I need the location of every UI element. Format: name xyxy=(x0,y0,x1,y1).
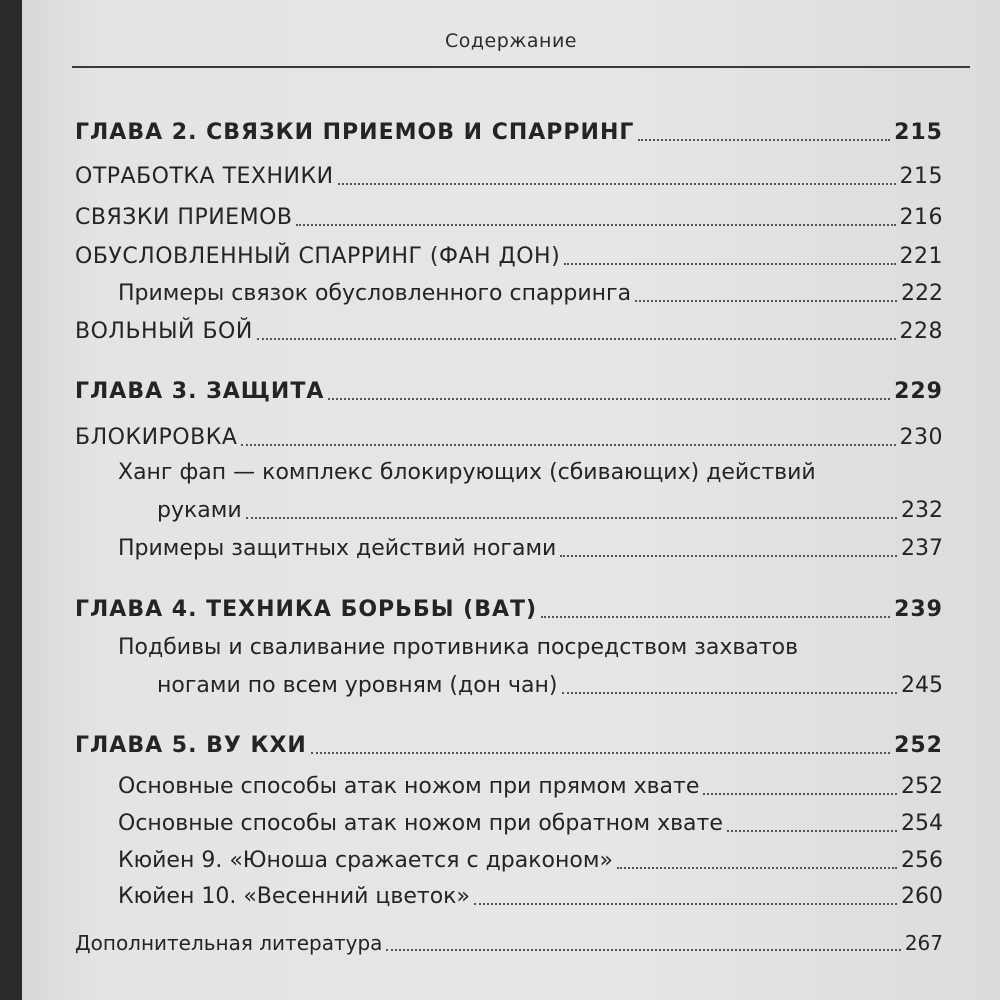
toc-page-number: 239 xyxy=(894,597,943,622)
toc-title: Основные способы атак ножом при обратном хвате xyxy=(118,811,723,836)
toc-title: Кюйен 9. «Юноша сражается с драконом» xyxy=(118,848,613,873)
toc-title: ВОЛЬНЫЙ БОЙ xyxy=(75,319,253,344)
toc-subsection xyxy=(118,846,943,876)
leader-dots xyxy=(638,139,890,141)
leader-dots xyxy=(562,692,898,694)
toc-page-number: 237 xyxy=(901,536,943,561)
toc-page-number: 252 xyxy=(894,733,943,758)
toc-section xyxy=(75,317,943,347)
toc-page-number: 221 xyxy=(899,244,943,269)
toc-subsection xyxy=(118,534,943,564)
toc-title: Кюйен 10. «Весенний цветок» xyxy=(118,884,470,909)
toc-section xyxy=(75,423,943,453)
leader-dots xyxy=(560,555,897,557)
toc-page-number: 215 xyxy=(894,120,943,145)
toc-title: СВЯЗКИ ПРИЕМОВ xyxy=(75,205,293,230)
toc-title: Примеры защитных действий ногами xyxy=(118,536,557,561)
toc-subsection xyxy=(157,496,943,526)
leader-dots xyxy=(564,263,895,265)
toc-title: БЛОКИРОВКА xyxy=(75,425,238,450)
toc-title: руками xyxy=(157,498,242,523)
toc-page-number: 228 xyxy=(899,319,943,344)
toc-page-number: 216 xyxy=(899,205,943,230)
leader-dots xyxy=(727,830,897,832)
leader-dots xyxy=(386,949,900,951)
leader-dots xyxy=(635,300,897,302)
toc-page-number: 260 xyxy=(901,884,943,909)
leader-dots xyxy=(257,338,896,340)
leader-dots xyxy=(241,444,895,446)
leader-dots xyxy=(246,517,897,519)
toc-subsection xyxy=(118,772,943,802)
toc-section xyxy=(75,162,943,192)
toc-page-number: 222 xyxy=(901,281,943,306)
leader-dots xyxy=(311,752,890,754)
toc-title: Основные способы атак ножом при прямом хвате xyxy=(118,774,700,799)
toc-subsection xyxy=(157,671,943,701)
toc-chapter-4 xyxy=(75,595,943,625)
toc-subsection xyxy=(118,809,943,839)
toc-title: Примеры связок обусловленного спарринга xyxy=(118,281,632,306)
book-page xyxy=(22,0,1000,1000)
toc-title: ОТРАБОТКА ТЕХНИКИ xyxy=(75,164,334,189)
toc-chapter-2 xyxy=(75,118,943,148)
page-header: Содержание xyxy=(445,30,577,52)
toc-page-number: 232 xyxy=(901,498,943,523)
toc-title: ногами по всем уровням (дон чан) xyxy=(157,673,558,698)
toc-page-number: 215 xyxy=(899,164,943,189)
toc-literature xyxy=(75,928,943,958)
toc-title: ГЛАВА 2. СВЯЗКИ ПРИЕМОВ И СПАРРИНГ xyxy=(75,120,635,145)
toc-subsection-line1: Подбивы и сваливание противника посредством захватов xyxy=(118,635,799,660)
toc-page-number: 252 xyxy=(901,774,943,799)
toc-page-number: 254 xyxy=(901,811,943,836)
toc-page-number: 229 xyxy=(894,379,943,404)
leader-dots xyxy=(474,903,897,905)
leader-dots xyxy=(617,867,897,869)
toc-subsection xyxy=(118,279,943,309)
leader-dots xyxy=(296,224,895,226)
toc-subsection-line1: Ханг фап — комплекс блокирующих (сбивающих) действий xyxy=(118,460,816,485)
toc-title: ГЛАВА 5. ВУ КХИ xyxy=(75,733,307,758)
toc-title: ГЛАВА 4. ТЕХНИКА БОРЬБЫ (ВАТ) xyxy=(75,597,538,622)
header-rule xyxy=(72,66,970,68)
toc-section xyxy=(75,203,943,233)
leader-dots xyxy=(703,793,897,795)
toc-title: ОБУСЛОВЛЕННЫЙ СПАРРИНГ (ФАН ДОН) xyxy=(75,244,561,269)
toc-title: Дополнительная литература xyxy=(75,931,383,955)
toc-page-number: 267 xyxy=(904,931,943,955)
toc-chapter-5 xyxy=(75,731,943,761)
toc-subsection xyxy=(118,882,943,912)
leader-dots xyxy=(328,398,890,400)
leader-dots xyxy=(541,616,890,618)
toc-page-number: 245 xyxy=(901,673,943,698)
toc-section xyxy=(75,242,943,272)
toc-title: ГЛАВА 3. ЗАЩИТА xyxy=(75,379,325,404)
toc-chapter-3 xyxy=(75,377,943,407)
toc-page-number: 230 xyxy=(899,425,943,450)
leader-dots xyxy=(338,183,896,185)
toc-page-number: 256 xyxy=(901,848,943,873)
